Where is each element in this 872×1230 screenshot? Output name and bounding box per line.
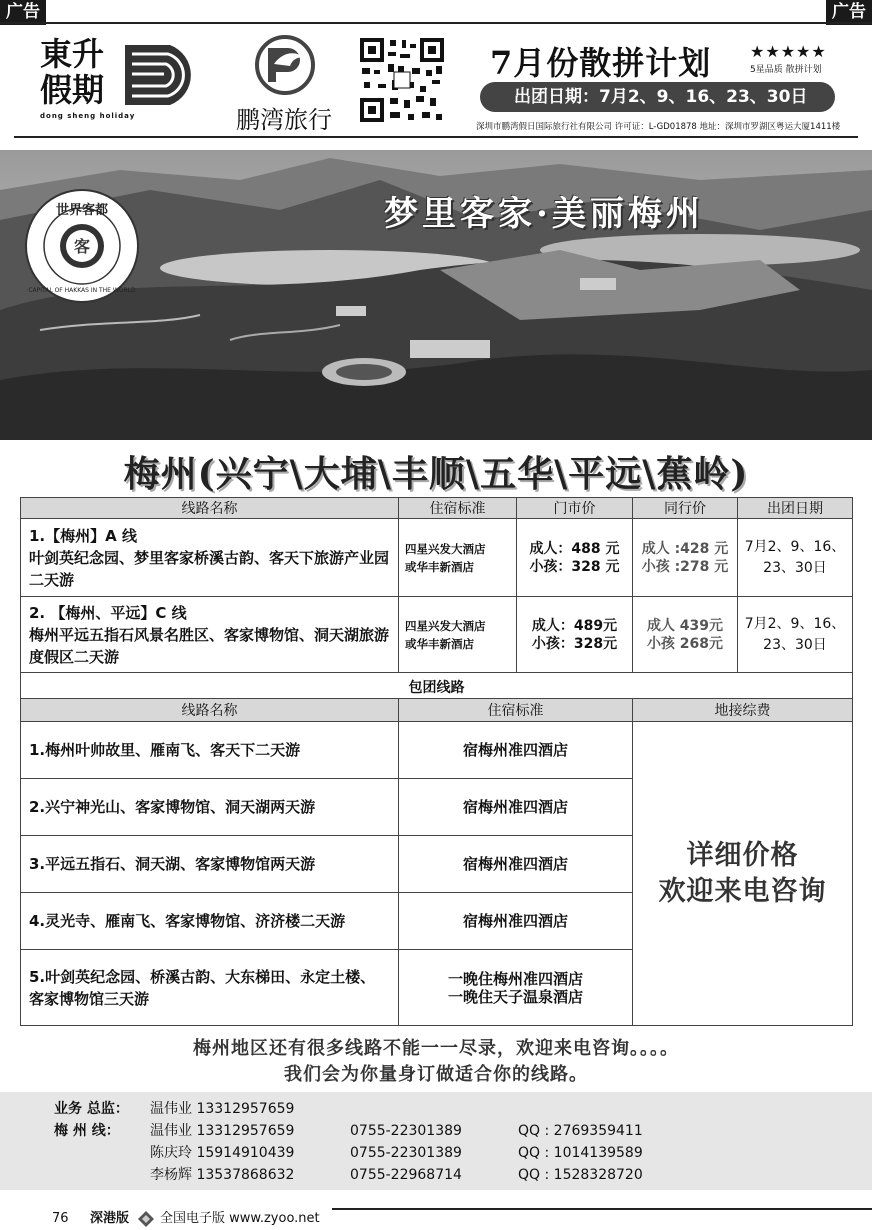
hotel-line: 或华丰新酒店: [405, 636, 474, 651]
contact-qq: QQ : 1528328720: [518, 1167, 643, 1183]
director-label: 业务 总监：: [54, 1101, 129, 1117]
route-name-cell: [21, 597, 399, 673]
table-header-row: [21, 699, 853, 722]
banner-slogan: 梦里客家·美丽梅州: [384, 194, 704, 234]
pengwan-logo: [224, 30, 344, 134]
retail-price-cell: [517, 597, 633, 673]
date-line: 7月2、9、16、: [744, 615, 846, 632]
route-desc: 叶剑英纪念园、梦里客家桥溪古韵、客天下旅游产业园二天游: [29, 548, 390, 589]
capital-of-hakkas-seal-icon: [24, 188, 140, 304]
contact-phone: 0755-22301389: [350, 1123, 462, 1139]
route-title: 2. 【梅州、平远】C 线: [29, 603, 187, 622]
consult-cell: [633, 722, 853, 1026]
landscape-banner: [0, 150, 872, 440]
ad-label-left: 广告: [0, 0, 46, 25]
adult-price: 成人 439元: [646, 617, 724, 634]
hotel-cell: 宿梅州准四酒店: [399, 836, 633, 893]
hotel-line: 一晚住梅州准四酒店: [447, 969, 583, 988]
hotel-line: 四星兴发大酒店: [405, 541, 486, 556]
consult-line1: 详细价格: [686, 839, 799, 871]
main-title: 梅州(兴宁\大埔\丰顺\五华\平远\蕉岭): [123, 453, 749, 495]
adult-price: 成人 :428 元: [641, 540, 729, 557]
group-routes-table: [20, 698, 853, 1026]
footer-note-line1: 梅州地区还有很多线路不能一一尽录，欢迎来电咨询。。。。: [193, 1038, 679, 1059]
brand2-name: 鹏湾旅行: [236, 106, 332, 134]
hotel-cell: 宿梅州准四酒店: [399, 779, 633, 836]
col-header-peer: 同行价: [633, 498, 738, 519]
contact-phone: 0755-22968714: [350, 1167, 462, 1183]
hotel-cell: [399, 519, 517, 597]
rating-stars-icon: ★★★★★: [750, 42, 827, 61]
qr-code-icon: [358, 36, 446, 124]
company-info: 深圳市鹏湾假日国际旅行社有限公司 许可证：L-GD01878 地址：深圳市罗湖区粤运大厦1411楼: [476, 122, 841, 132]
contact-name: 陈庆玲 15914910439: [150, 1145, 295, 1161]
hotel-cell: 宿梅州准四酒店: [399, 722, 633, 779]
route-desc: 梅州平远五指石风景名胜区、客家博物馆、洞天湖旅游度假区二天游: [29, 625, 390, 666]
col-header-route: 线路名称: [21, 699, 399, 722]
route-name-cell: 4.灵光寺、雁南飞、客家博物馆、济济楼二天游: [21, 893, 399, 950]
seal-center-text: 客: [73, 237, 91, 256]
header-divider: [14, 136, 858, 138]
route-title: 1.【梅州】A 线: [29, 526, 137, 545]
consult-line2: 欢迎来电咨询: [658, 875, 827, 907]
contact-phone: 0755-22301389: [350, 1145, 462, 1161]
dolphin-icon: [254, 34, 316, 96]
plan-title: 7月份散拼计划: [490, 44, 712, 82]
footer-note-line2: 我们会为你量身订做适合你的线路。: [284, 1064, 588, 1085]
group-routes-label: 包团线路: [21, 673, 853, 702]
peer-price-cell: [633, 519, 738, 597]
footer-note: [0, 1036, 872, 1088]
line-label: 梅 州 线：: [54, 1123, 120, 1139]
route-name-cell: [21, 519, 399, 597]
col-header-route: 线路名称: [21, 498, 399, 519]
route-name-cell: 1.梅州叶帅故里、雁南飞、客天下二天游: [21, 722, 399, 779]
swirl-logo-icon: [120, 40, 210, 110]
hotel-line: 一晚住天子温泉酒店: [447, 987, 583, 1006]
date-cell: [738, 597, 853, 673]
hotel-line: 或华丰新酒店: [405, 559, 474, 574]
col-header-fee: 地接综费: [633, 699, 853, 722]
date-line: 23、30日: [763, 636, 827, 653]
date-line: 23、30日: [763, 559, 827, 576]
director-contact: 温伟业 13312957659: [150, 1101, 295, 1117]
contacts-panel: [0, 1092, 872, 1190]
adult-price: 成人：488 元: [529, 540, 620, 557]
col-header-retail: 门市价: [517, 498, 633, 519]
child-price: 小孩 268元: [646, 635, 724, 652]
col-header-date: 出团日期: [738, 498, 853, 519]
col-header-hotel: 住宿标准: [399, 699, 633, 722]
quality-label: 5星品质 散拼计划: [750, 65, 822, 75]
col-header-hotel: 住宿标准: [399, 498, 517, 519]
edition-label: 深港版: [90, 1211, 130, 1226]
retail-price-cell: [517, 519, 633, 597]
seal-top-text: 世界客都: [55, 203, 109, 218]
contact-qq: QQ : 2769359411: [518, 1123, 643, 1139]
brand1-line2: 假期: [40, 71, 105, 109]
table-row: [21, 519, 853, 597]
route-name-cell: 5.叶剑英纪念园、桥溪古韵、大东梯田、永定土楼、客家博物馆三天游: [21, 950, 399, 1026]
hotel-line: 四星兴发大酒店: [405, 618, 486, 633]
child-price: 小孩 :278 元: [641, 558, 729, 575]
date-line: 7月2、9、16、: [744, 538, 846, 555]
contact-qq: QQ : 1014139589: [518, 1145, 643, 1161]
route-name-cell: 2.兴宁神光山、客家博物馆、洞天湖两天游: [21, 779, 399, 836]
brand1-line1: 東升: [40, 35, 105, 73]
table-row: [21, 722, 853, 779]
bottom-bar: [0, 1208, 872, 1230]
contact-name: 温伟业 13312957659: [150, 1123, 295, 1139]
publisher-logo-icon: [138, 1211, 154, 1227]
bottom-rule: [332, 1208, 872, 1210]
table-row: [21, 597, 853, 673]
website-link[interactable]: 全国电子版 www.zyoo.net: [160, 1211, 320, 1226]
departure-dates-bar: 出团日期：7月2、9、16、23、30日: [480, 82, 835, 112]
seal-bottom-text: CAPITAL OF HAKKAS IN THE WORLD: [28, 287, 136, 294]
peer-price-cell: [633, 597, 738, 673]
table-header-row: [21, 498, 853, 519]
hotel-cell: [399, 950, 633, 1026]
header: [12, 24, 860, 136]
route-name-cell: 3.平远五指石、洞天湖、客家博物馆两天游: [21, 836, 399, 893]
hotel-cell: [399, 597, 517, 673]
contact-name: 李杨辉 13537868632: [150, 1167, 295, 1183]
brand1-english: dong sheng holiday: [40, 112, 136, 120]
scheduled-routes-table: [20, 497, 853, 702]
adult-price: 成人：489元: [531, 617, 618, 634]
date-cell: [738, 519, 853, 597]
ad-label-right: 广告: [826, 0, 872, 25]
hotel-cell: 宿梅州准四酒店: [399, 893, 633, 950]
plan-block: [476, 38, 860, 138]
page-number: 76: [52, 1211, 69, 1226]
child-price: 小孩：328元: [531, 635, 618, 652]
dongsheng-logo: [40, 36, 220, 126]
child-price: 小孩：328 元: [529, 558, 620, 575]
